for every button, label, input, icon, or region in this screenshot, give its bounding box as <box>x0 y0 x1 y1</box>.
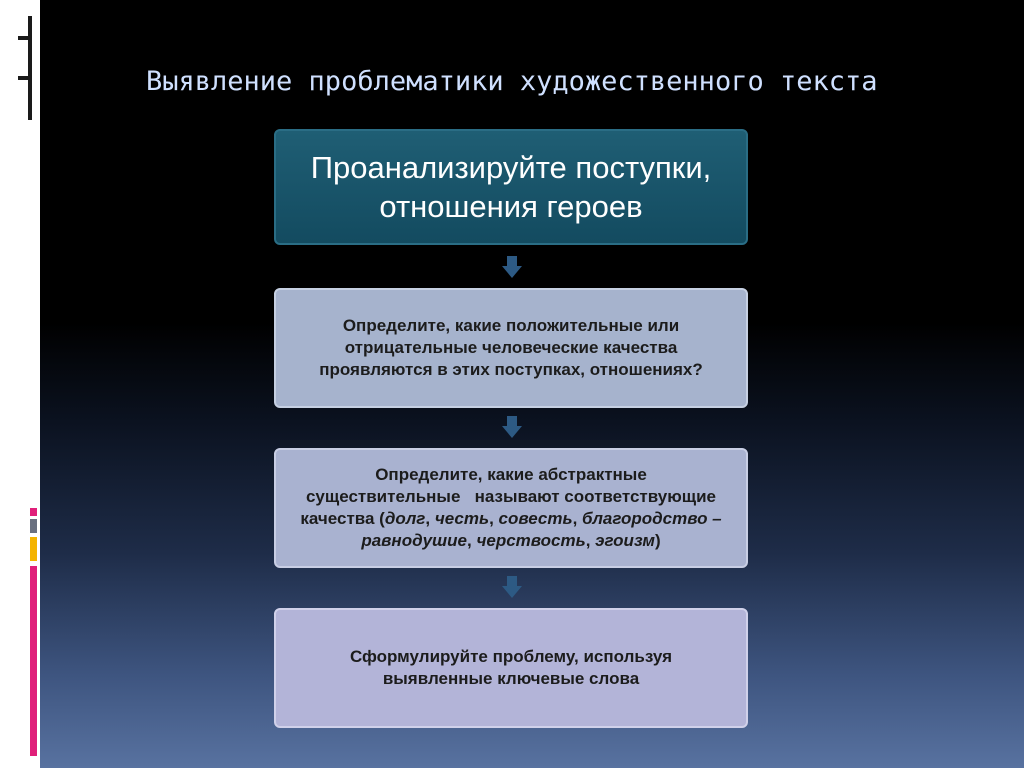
step-4-line-1: Сформулируйте проблему, используя <box>349 647 673 666</box>
step-4-text <box>350 646 672 690</box>
step-3-line-1: Определите, какие абстрактные <box>375 465 647 484</box>
down-arrow-icon <box>502 416 522 438</box>
slide-title: Выявление проблематики художественного текста <box>146 66 878 97</box>
step-2-line-1: Определите, какие положительные или <box>342 316 680 335</box>
step-1-line-1: Проанализируйте поступки, <box>310 150 712 185</box>
step-define-abstract-nouns <box>274 448 748 568</box>
keyword-egoism: эгоизм <box>595 531 655 550</box>
step-3-line-2: существительные называют соответствующие <box>305 487 717 506</box>
step-3-line-3-prefix: качества ( <box>300 509 385 528</box>
step-1-line-2: отношения героев <box>379 189 643 224</box>
step-2-line-2: отрицательные человеческие качества <box>344 338 678 357</box>
keyword-honor: честь <box>434 509 490 528</box>
accent-bar-yellow <box>30 537 37 561</box>
closing-paren: ) <box>654 531 661 550</box>
step-formulate-problem <box>274 608 748 728</box>
step-2-line-3: проявляются в этих поступках, отношениях? <box>319 360 703 379</box>
step-analyze-actions <box>274 129 748 245</box>
accent-bar-pink-long <box>30 566 37 756</box>
accent-bar-pink-small <box>30 508 37 516</box>
down-arrow-icon <box>502 576 522 598</box>
comma: , <box>489 509 499 528</box>
keyword-conscience: совесть <box>498 509 573 528</box>
step-3-text <box>300 464 721 552</box>
keyword-callousness: черствость <box>476 531 586 550</box>
comma: , <box>425 509 435 528</box>
down-arrow-icon <box>502 256 522 278</box>
bracket-decoration-icon <box>18 16 40 120</box>
accent-bar-gray <box>30 519 37 533</box>
keyword-indifference: равнодушие <box>361 531 468 550</box>
keyword-nobility: благородство – <box>582 509 722 528</box>
step-4-line-2: выявленные ключевые слова <box>382 669 640 688</box>
comma: , <box>467 531 477 550</box>
step-2-text <box>319 315 703 381</box>
step-define-qualities <box>274 288 748 408</box>
comma: , <box>585 531 596 550</box>
step-1-text <box>311 148 712 226</box>
comma: , <box>572 509 583 528</box>
left-margin <box>0 0 40 768</box>
keyword-duty: долг <box>384 509 426 528</box>
